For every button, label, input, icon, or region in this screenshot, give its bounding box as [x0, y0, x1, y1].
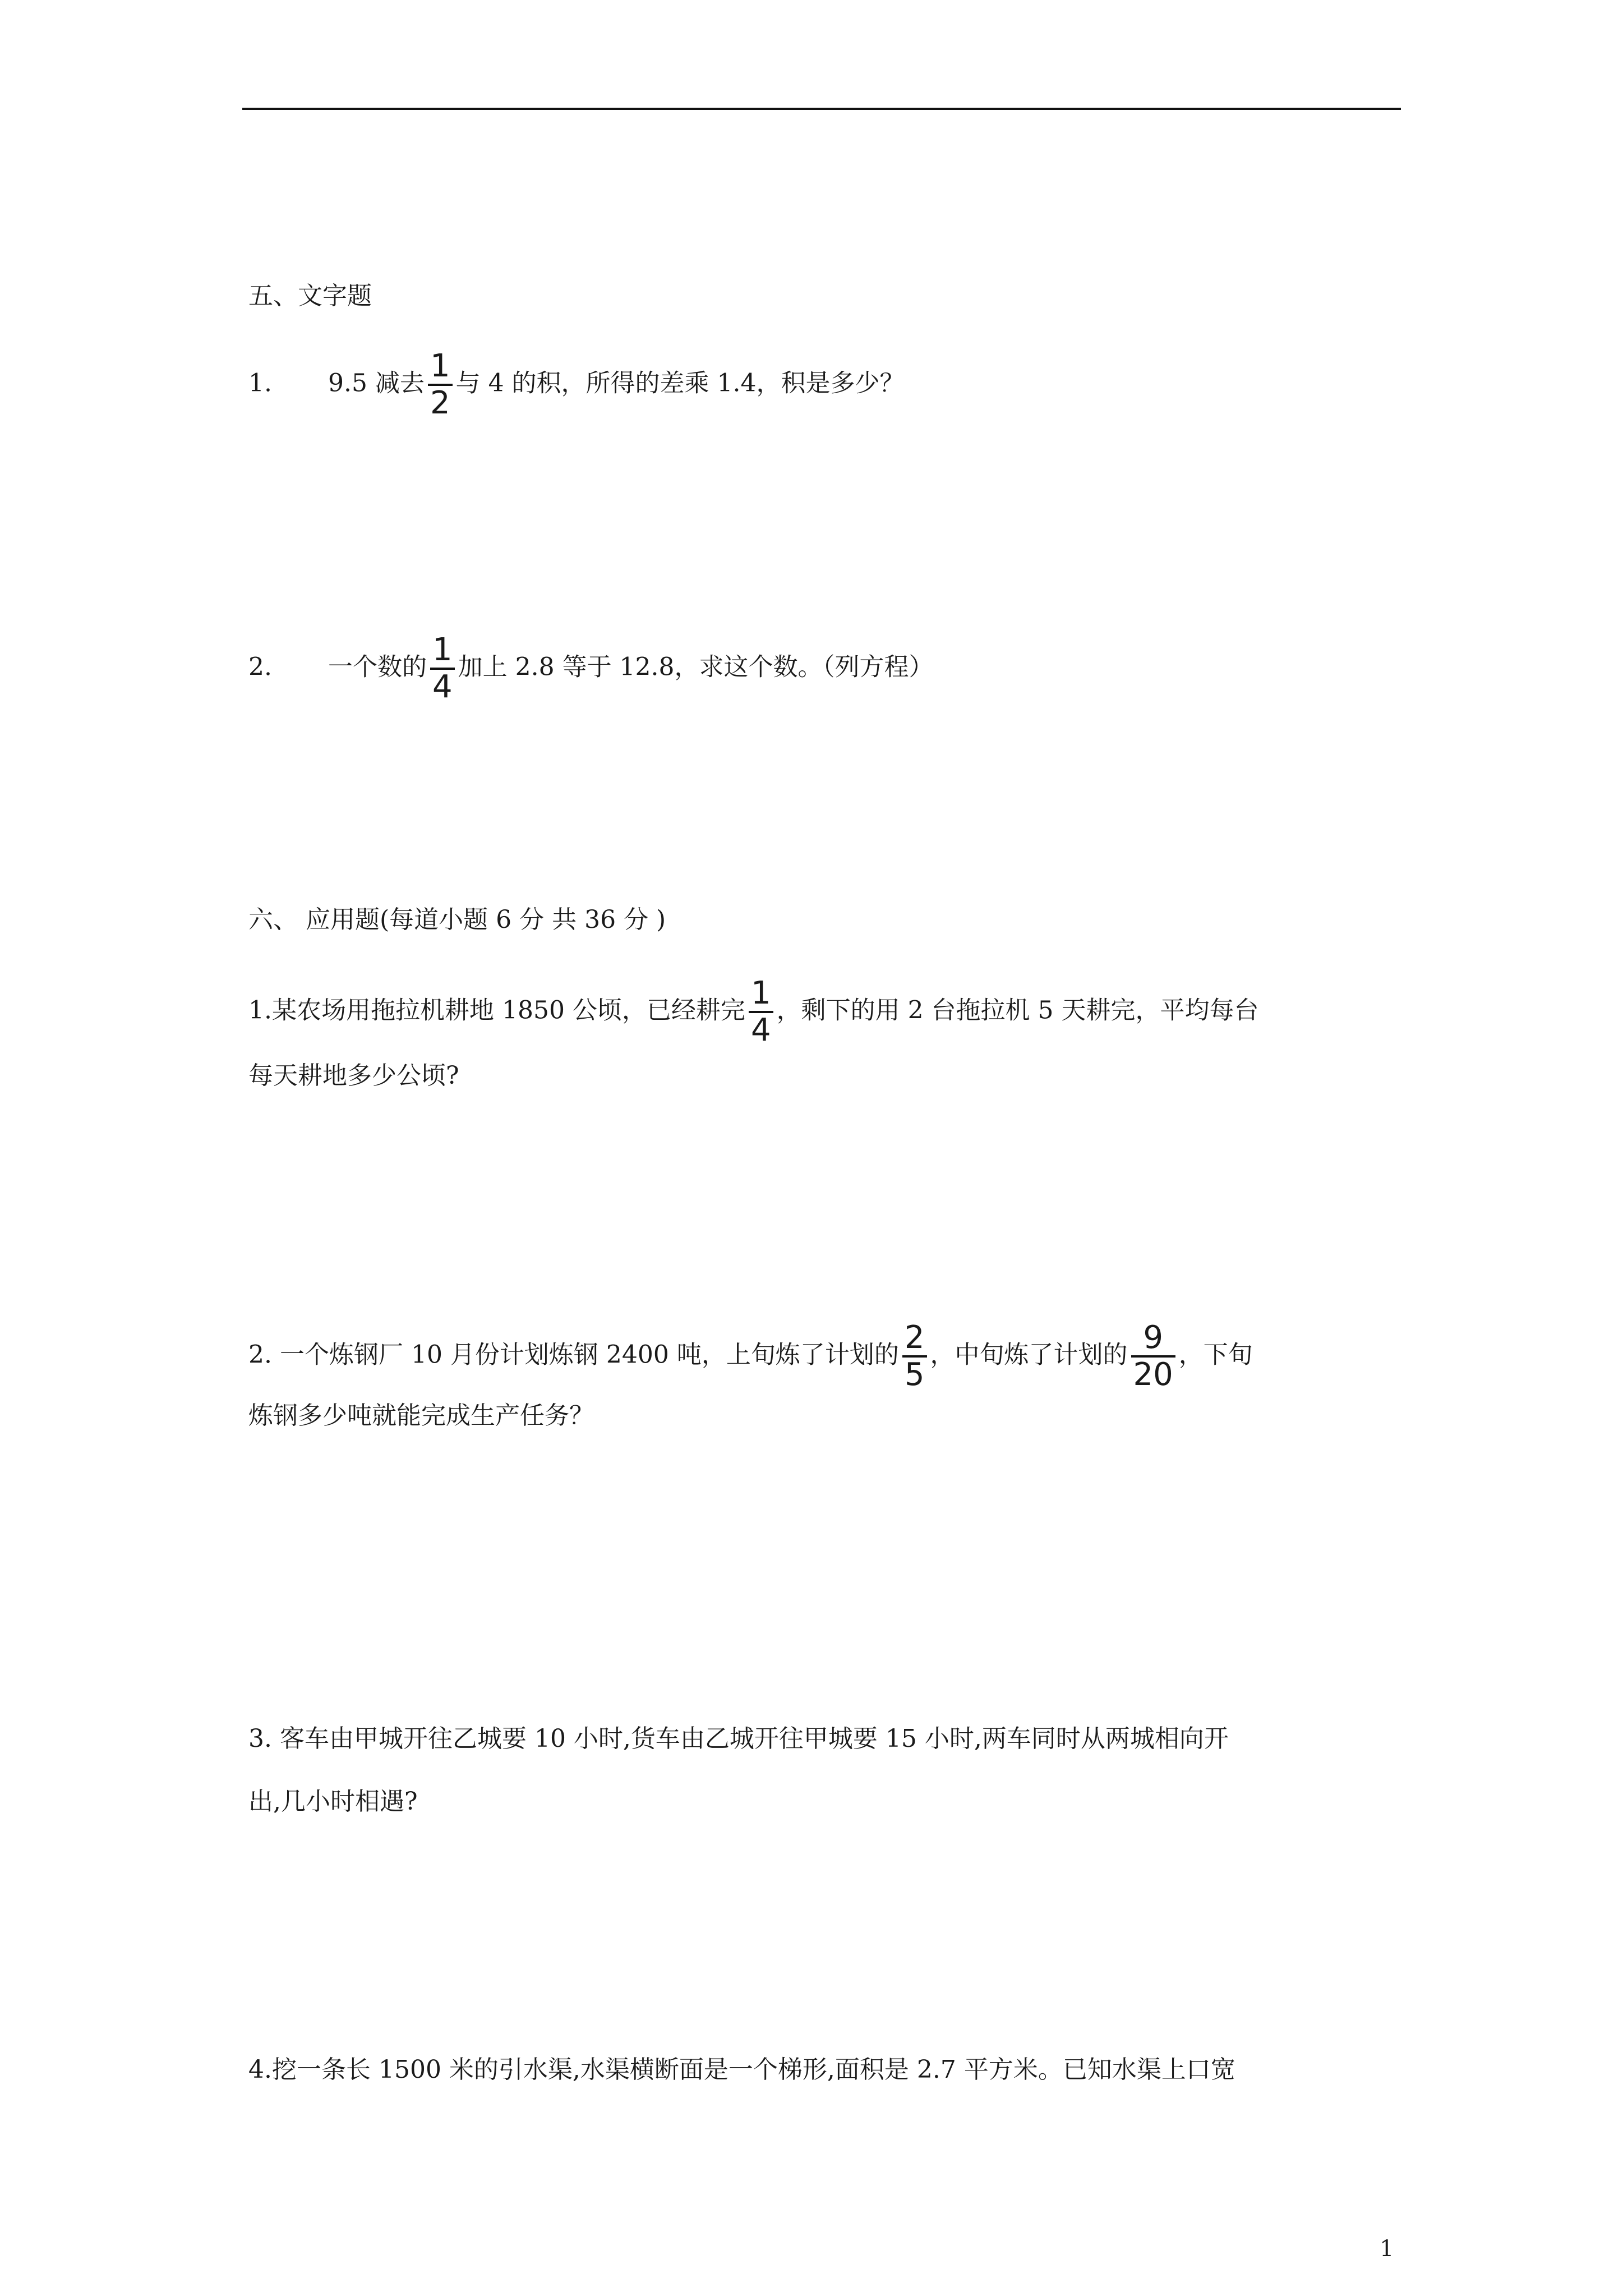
s5-question-1: 1. 9.5 减去 $\frac{1}{2}$ 与 4 的积，所得的差乘 1.4，积是多少？: [248, 348, 905, 421]
s6-question-2-line-2: 炼钢多少吨就能完成生产任务？: [248, 1401, 594, 1430]
header-rule: [242, 108, 1401, 110]
fraction: $\frac{1}{4}$: [430, 633, 455, 705]
question-number: 1.: [248, 369, 272, 398]
section-6-title: 六、 应用题(每道小题 6 分 共 36 分 ): [248, 905, 666, 934]
s6-question-4: 4.挖一条长 1500 米的引水渠,水渠横断面是一个梯形,面积是 2.7 平方米。已知水渠上口宽: [248, 2055, 1235, 2084]
page-number: 1: [1380, 2236, 1394, 2262]
s6-question-3: 3. 客车由甲城开往乙城要 10 小时,货车由乙城开往甲城要 15 小时,两车同时从两城相向开: [248, 1724, 1229, 1753]
s6-question-3-line-2: 出,几小时相遇?: [248, 1787, 418, 1816]
s6-question-1: 1.某农场用拖拉机耕地 1850 公顷，已经耕完 $\frac{1}{4}$ ，剩下的用 2 台拖拉机 5 天耕完，平均每台: [248, 975, 1259, 1048]
s6-question-1-line-2: 每天耕地多少公顷?: [248, 1061, 459, 1090]
s6-question-2: 2. 一个炼钢厂 10 月份计划炼钢 2400 吨，上旬炼了计划的 $\frac{2}{5}$ ，中旬炼了计划的 $\frac{9}{20}$ ，下旬: [248, 1319, 1253, 1393]
section-5-title: 五、文字题: [248, 282, 372, 310]
fraction: $\frac{1}{4}$: [749, 976, 773, 1048]
fraction: $\frac{2}{5}$: [902, 1320, 927, 1392]
fraction: $\frac{9}{20}$: [1131, 1320, 1175, 1392]
fraction: $\frac{1}{2}$: [428, 349, 453, 421]
s5-question-2: 2. 一个数的 $\frac{1}{4}$ 加上 2.8 等于 12.8，求这个数。（列方程）: [248, 632, 934, 705]
question-number: 2.: [248, 652, 272, 682]
